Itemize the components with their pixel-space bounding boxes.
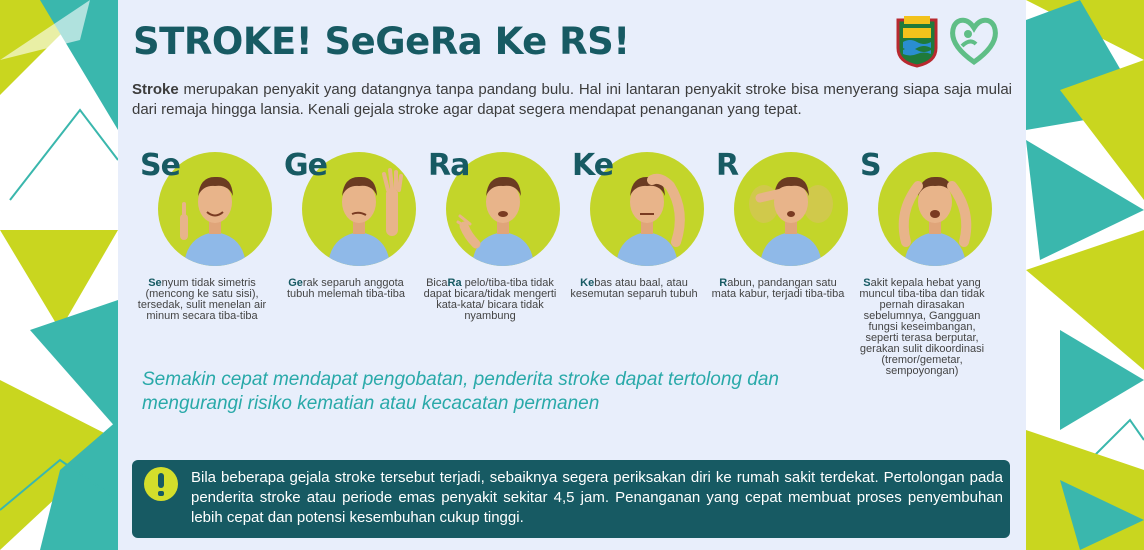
tagline: Semakin cepat mendapat pengobatan, penderita stroke dapat tertolong dan mengurangi risiko kematian atau kecacatan permanen [142, 369, 779, 414]
step-description: Gerak separuh anggota tubuh melemah tiba-tiba [286, 277, 405, 300]
alert-text: Bila beberapa gejala stroke tersebut terjadi, sebaiknya segera periksakan diri ke rumah sakit terdekat. Pertolongan pada penderita stroke atau periode emas penyakit sekitar 4,5 jam. Penanganan yang cepat membuat proses penyembuhan lebih cepat dan potensi kesembuhan cukup tinggi. [191, 469, 1003, 526]
step-letter: R [716, 148, 739, 183]
exclamation-icon [144, 467, 178, 501]
step-letter: Ge [284, 148, 327, 183]
step-description: Kebas atau baal, atau kesemutan separuh tubuh [570, 277, 698, 300]
step-description: BicaRa pelo/tiba-tiba tidak dapat bicara/tidak mengerti kata-kata/ bicara tidak nyambung [423, 277, 557, 322]
intro-paragraph [132, 80, 1012, 120]
step-description: Sakit kepala hebat yang muncul tiba-tiba dan tidak pernah dirasakan sebelumnya, Gangguan fungsi keseimbangan, seperti terasa berputar, gerakan sulit dikoordinasi (tremor/gemetar, sempoyongan) [859, 277, 985, 377]
main-panel [118, 0, 1026, 550]
page-title: STROKE! SeGeRa Ke RS! [133, 20, 630, 63]
step-description: Rabun, pandangan satu mata kabur, terjadi tiba-tiba [711, 277, 845, 300]
alert-box [132, 460, 1010, 538]
step-illustration [734, 152, 848, 266]
step-letter: Ra [428, 148, 470, 183]
green-heart-logo [946, 12, 1002, 68]
city-seal-logo [894, 14, 940, 68]
intro-text: merupakan penyakit yang datangnya tanpa pandang bulu. Hal ini lantaran penyakit stroke bisa menyerang siapa saja mulai dari remaja hingga lansia. Kenali gejala stroke agar dapat segera mendapat penanganan yang tepat. [132, 81, 1012, 118]
step-illustration [878, 152, 992, 266]
intro-lead: Stroke [132, 81, 179, 98]
step-description: Senyum tidak simetris (mencong ke satu sisi), tersedak, sulit menelan air minum secara tiba-tiba [137, 277, 267, 322]
step-letter: Se [140, 148, 180, 183]
step-letter: S [860, 148, 881, 183]
step-letter: Ke [572, 148, 614, 183]
